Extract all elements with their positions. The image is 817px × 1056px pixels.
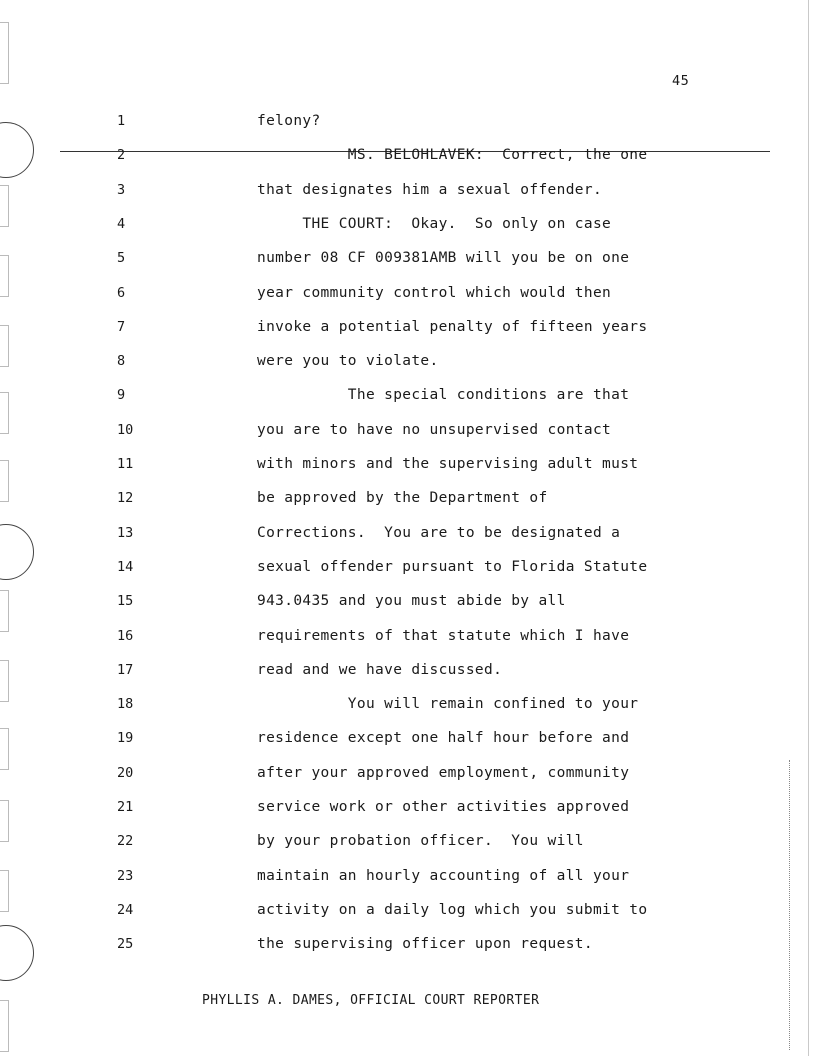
line-text: activity on a daily log which you submit to bbox=[257, 901, 648, 918]
line-number: 5 bbox=[117, 250, 126, 267]
line-number: 17 bbox=[117, 661, 134, 678]
line-number: 15 bbox=[117, 593, 134, 610]
transcript-line bbox=[0, 765, 817, 785]
line-text: that designates him a sexual offender. bbox=[257, 181, 603, 198]
transcript-line bbox=[0, 182, 817, 202]
line-number: 2 bbox=[117, 147, 126, 164]
transcript-line bbox=[0, 387, 817, 407]
line-text: number 08 CF 009381AMB will you be on one bbox=[257, 250, 630, 267]
line-number: 9 bbox=[117, 387, 126, 404]
line-number: 13 bbox=[117, 524, 134, 541]
transcript-line bbox=[0, 285, 817, 305]
line-text: the supervising officer upon request. bbox=[257, 936, 593, 953]
transcript-line bbox=[0, 456, 817, 476]
line-text: THE COURT: Okay. So only on case bbox=[257, 215, 612, 232]
line-number: 3 bbox=[117, 181, 126, 198]
line-number: 18 bbox=[117, 696, 134, 713]
line-text: residence except one half hour before and bbox=[257, 730, 630, 747]
transcript-line bbox=[0, 422, 817, 442]
line-number: 19 bbox=[117, 730, 134, 747]
binder-mark bbox=[0, 22, 9, 84]
transcript-line bbox=[0, 799, 817, 819]
line-number: 10 bbox=[117, 421, 134, 438]
transcript-line bbox=[0, 696, 817, 716]
line-number: 21 bbox=[117, 799, 134, 815]
line-number: 24 bbox=[117, 901, 134, 918]
line-text: service work or other activities approved bbox=[257, 799, 630, 815]
line-number: 7 bbox=[117, 318, 126, 335]
transcript-line bbox=[0, 490, 817, 510]
line-text: The special conditions are that bbox=[257, 387, 630, 404]
line-text: after your approved employment, community bbox=[257, 764, 630, 781]
line-text: requirements of that statute which I have bbox=[257, 627, 630, 644]
transcript-line bbox=[0, 113, 817, 133]
transcript-line bbox=[0, 902, 817, 922]
transcript-line bbox=[0, 730, 817, 750]
line-text: read and we have discussed. bbox=[257, 661, 503, 678]
transcript-line bbox=[0, 628, 817, 648]
line-number: 25 bbox=[117, 936, 134, 953]
transcript-line bbox=[0, 662, 817, 682]
line-text: with minors and the supervising adult must bbox=[257, 456, 639, 472]
line-text: 943.0435 and you must abide by all bbox=[257, 593, 566, 610]
reporter-footer: PHYLLIS A. DAMES, OFFICIAL COURT REPORTER bbox=[202, 993, 540, 1008]
transcript-line bbox=[0, 559, 817, 579]
binder-mark bbox=[0, 1000, 9, 1052]
line-text: sexual offender pursuant to Florida Statute bbox=[257, 558, 648, 575]
line-number: 11 bbox=[117, 456, 134, 472]
transcript-line bbox=[0, 319, 817, 339]
line-number: 22 bbox=[117, 833, 134, 850]
line-number: 12 bbox=[117, 490, 134, 507]
transcript-line bbox=[0, 353, 817, 373]
line-number: 16 bbox=[117, 627, 134, 644]
transcript-line bbox=[0, 216, 817, 236]
line-text: felony? bbox=[257, 113, 321, 129]
transcript-line bbox=[0, 525, 817, 545]
transcript-line bbox=[0, 593, 817, 613]
line-text: year community control which would then bbox=[257, 284, 612, 301]
transcript-line bbox=[0, 936, 817, 956]
page-number: 45 bbox=[672, 73, 690, 89]
transcript-line bbox=[0, 250, 817, 270]
line-number: 20 bbox=[117, 764, 134, 781]
line-text: you are to have no unsupervised contact bbox=[257, 421, 612, 438]
transcript-line bbox=[0, 147, 817, 167]
line-text: were you to violate. bbox=[257, 353, 439, 370]
line-number: 23 bbox=[117, 867, 134, 884]
line-text: be approved by the Department of bbox=[257, 490, 548, 507]
line-number: 4 bbox=[117, 215, 126, 232]
line-text: MS. BELOHLAVEK: Correct, the one bbox=[257, 147, 648, 164]
line-text: by your probation officer. You will bbox=[257, 833, 584, 850]
line-text: invoke a potential penalty of fifteen years bbox=[257, 318, 648, 335]
transcript-line bbox=[0, 868, 817, 888]
line-number: 1 bbox=[117, 113, 126, 129]
line-text: Corrections. You are to be designated a bbox=[257, 524, 621, 541]
line-number: 14 bbox=[117, 558, 134, 575]
line-text: You will remain confined to your bbox=[257, 696, 639, 713]
line-text: maintain an hourly accounting of all your bbox=[257, 867, 630, 884]
transcript-line bbox=[0, 833, 817, 853]
line-number: 8 bbox=[117, 353, 126, 370]
line-number: 6 bbox=[117, 284, 126, 301]
